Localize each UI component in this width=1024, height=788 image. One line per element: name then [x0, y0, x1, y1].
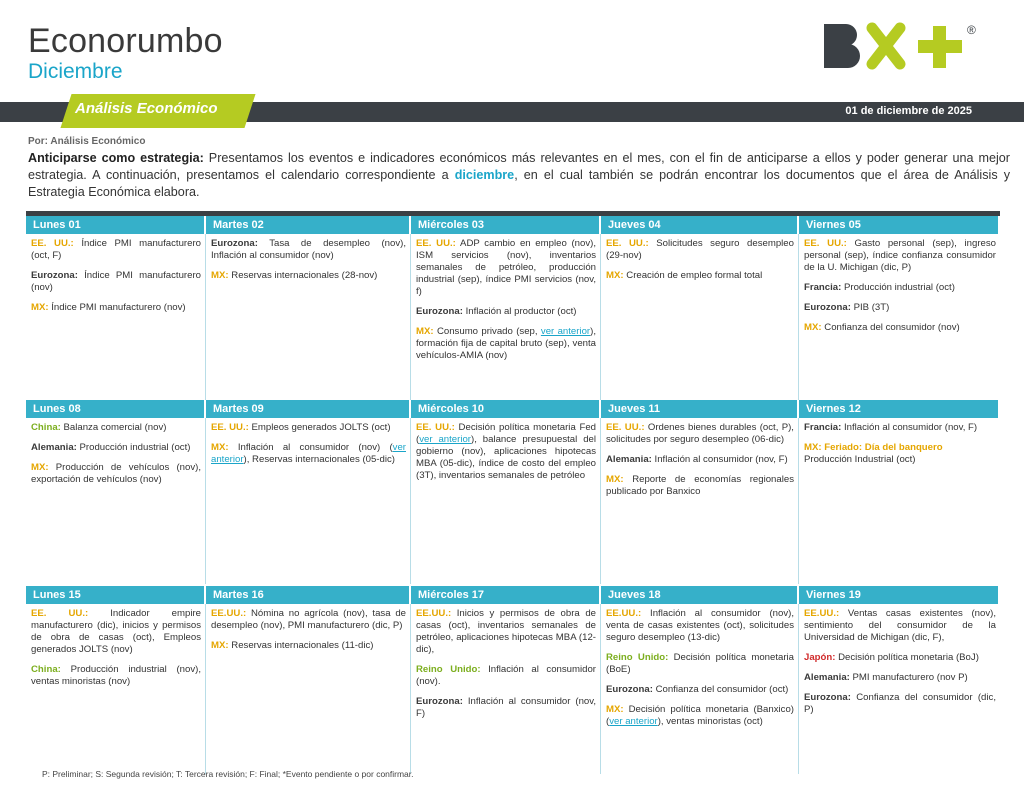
- event-text: Gasto personal (sep), ingreso personal (sep), índice confianza consumidor de la U. Michigan (dic, P): [804, 238, 996, 273]
- intro-lead: Anticiparse como estrategia:: [28, 151, 204, 165]
- day-header: Viernes 12: [799, 400, 1000, 418]
- event-region: MX:: [804, 322, 822, 333]
- event-region: MX:: [31, 462, 49, 473]
- event-region: MX:: [211, 270, 229, 281]
- event-text: Decisión política monetaria Fed (: [416, 422, 596, 445]
- event-region: MX: Feriado: Día del banquero: [804, 442, 943, 453]
- event-text-after: ), formación fija de capital bruto (sep), venta vehículos-AMIA (nov): [416, 326, 596, 361]
- event-text: Decisión política monetaria (Banxico) (: [606, 704, 794, 727]
- event-text: PIB (3T): [850, 302, 890, 313]
- calendar-event: [31, 442, 201, 454]
- intro-paragraph: [28, 150, 1010, 201]
- event-text: ADP cambio en empleo (nov), ISM servicios (nov), inventarios semanales de petróleo, producción industrial (sep), índice PMI servicios (nov, f): [416, 238, 596, 297]
- event-text-after: ), ventas minoristas (oct): [657, 716, 763, 727]
- event-region: Alemania:: [804, 672, 850, 683]
- page-title: Econorumbo: [28, 22, 223, 60]
- event-text: Inflación al consumidor (nov, F): [416, 696, 596, 719]
- day-header: Miércoles 10: [411, 400, 601, 418]
- event-text: Creación de empleo formal total: [623, 270, 763, 281]
- event-text: Confianza del consumidor (nov): [821, 322, 960, 333]
- calendar-event: [804, 238, 996, 274]
- calendar-event: [211, 270, 406, 282]
- event-region: Eurozona:: [416, 696, 463, 707]
- event-text: Producción Industrial (oct): [804, 454, 916, 465]
- calendar-event: [804, 652, 996, 664]
- event-region: MX:: [416, 326, 434, 337]
- day-cell: [799, 234, 1000, 414]
- event-text: Balanza comercial (nov): [60, 422, 167, 433]
- day-header: Viernes 05: [799, 216, 1000, 234]
- event-text: Reservas internacionales (11-dic): [228, 640, 374, 651]
- event-text: Producción industrial (oct): [76, 442, 191, 453]
- calendar-event: [606, 454, 794, 466]
- event-text: Ventas casas existentes (nov), sentimiento del consumidor de la Universidad de Michigan (dic, F),: [804, 608, 996, 643]
- page-subtitle: Diciembre: [28, 60, 123, 83]
- event-region: Eurozona:: [804, 692, 851, 703]
- event-text-after: ), balance presupuestal del gobierno (nov), aplicaciones hipotecas MBA (05-dic), índice de costo del empleo (3T), inventarios semanales de petróleo: [416, 434, 596, 481]
- event-text: Índice PMI manufacturero (nov): [48, 302, 186, 313]
- calendar-event: [31, 238, 201, 262]
- calendar-event: [804, 672, 996, 684]
- event-text: Inflación al productor (oct): [462, 306, 577, 317]
- event-region: EE.UU.:: [416, 608, 452, 619]
- footnote: P: Preliminar; S: Segunda revisión; T: Tercera revisión; F: Final; *Evento pendiente o por confirmar.: [42, 769, 414, 779]
- event-region: EE.UU.:: [211, 608, 247, 619]
- calendar-event: [211, 442, 406, 466]
- event-text: Inflación al consumidor (nov).: [416, 664, 597, 687]
- event-region: EE. UU.:: [804, 238, 847, 249]
- event-region: MX:: [211, 640, 229, 651]
- event-text: Producción industrial (oct): [841, 282, 955, 293]
- event-text: Tasa de desempleo (nov), Inflación al consumidor (nov): [211, 238, 406, 261]
- event-region: EE.UU.:: [804, 608, 840, 619]
- event-text: Empleos generados JOLTS (oct): [248, 422, 391, 433]
- event-region: EE. UU.:: [211, 422, 249, 433]
- event-region: Reino Unido:: [416, 664, 481, 675]
- byline: Por: Análisis Económico: [28, 136, 146, 147]
- bx-plus-logo: [822, 18, 982, 74]
- day-header: Lunes 15: [26, 586, 206, 604]
- day-header: Viernes 19: [799, 586, 1000, 604]
- event-text: Nómina no agrícola (nov), tasa de desempleo (nov), PMI manufacturero (dic, P): [211, 608, 406, 631]
- event-text: Confianza del consumidor (dic, P): [804, 692, 996, 715]
- calendar-event: [416, 306, 596, 318]
- week-header: [26, 586, 1000, 604]
- calendar-event: [416, 696, 596, 720]
- calendar-event: [211, 422, 406, 434]
- event-text: Inflación al consumidor (nov) (: [228, 442, 393, 453]
- week-row: [26, 586, 1000, 774]
- event-region: EE.UU.:: [606, 608, 642, 619]
- event-text: Consumo privado (sep,: [433, 326, 541, 337]
- event-region: China:: [31, 422, 61, 433]
- event-region: MX:: [606, 474, 624, 485]
- event-region: MX:: [606, 704, 624, 715]
- day-header: Lunes 08: [26, 400, 206, 418]
- event-region: EE. UU.:: [31, 238, 74, 249]
- day-header: Jueves 18: [601, 586, 799, 604]
- event-text: Reservas internacionales (28-nov): [228, 270, 378, 281]
- event-region: Eurozona:: [416, 306, 463, 317]
- event-text: Inflación al consumidor (nov), venta de casas existentes (oct), solicitudes seguro desempleo (13-dic): [606, 608, 794, 643]
- ver-anterior-link[interactable]: ver anterior: [609, 716, 658, 727]
- calendar-event: [31, 462, 201, 486]
- calendar-event: [606, 474, 794, 498]
- day-cell: [601, 418, 799, 584]
- event-text: Reporte de economías regionales publicado por Banxico: [606, 474, 794, 497]
- day-cell: [206, 234, 411, 414]
- report-date: 01 de diciembre de 2025: [845, 105, 972, 117]
- event-text: Solicitudes seguro desempleo (29-nov): [606, 238, 794, 261]
- day-header: Miércoles 03: [411, 216, 601, 234]
- event-region: EE. UU.:: [416, 238, 456, 249]
- calendar-event: [606, 270, 794, 282]
- calendar-event: [31, 608, 201, 656]
- event-text: Inicios y permisos de obra de casas (oct), inventarios semanales de petróleo, aplicaciones hipotecas MBA (12-dic),: [416, 608, 596, 655]
- week-row: [26, 216, 1000, 414]
- day-cell: [206, 418, 411, 584]
- calendar-event: [804, 422, 996, 434]
- event-region: EE. UU.:: [606, 422, 645, 433]
- day-header: Martes 09: [206, 400, 411, 418]
- calendar-event: [31, 422, 201, 434]
- event-text: Producción industrial (nov), ventas minoristas (nov): [31, 664, 201, 687]
- day-cell: [411, 234, 601, 414]
- calendar-event: [804, 302, 996, 314]
- event-text: Índice PMI manufacturero (nov): [31, 270, 201, 293]
- calendar-event: [606, 422, 794, 446]
- event-text: Decisión política monetaria (BoJ): [835, 652, 979, 663]
- calendar-event: [416, 326, 596, 362]
- calendar-event: [804, 442, 996, 466]
- calendar-event: [606, 684, 794, 696]
- event-region: Alemania:: [606, 454, 652, 465]
- week-header: [26, 400, 1000, 418]
- calendar-event: [606, 608, 794, 644]
- day-cell: [26, 234, 206, 414]
- event-region: China:: [31, 664, 61, 675]
- event-text-after: ), Reservas internacionales (05-dic): [243, 454, 395, 465]
- calendar-event: [606, 704, 794, 728]
- event-text: Inflación al consumidor (nov, F): [841, 422, 978, 433]
- day-cell: [411, 604, 601, 774]
- calendar-event: [31, 664, 201, 688]
- day-header: Jueves 11: [601, 400, 799, 418]
- calendar-event: [211, 608, 406, 632]
- day-cell: [206, 604, 411, 774]
- event-region: Eurozona:: [606, 684, 653, 695]
- day-header: Martes 16: [206, 586, 411, 604]
- event-region: Francia:: [804, 422, 842, 433]
- calendar-event: [211, 640, 406, 652]
- event-region: MX:: [606, 270, 624, 281]
- day-header: Martes 02: [206, 216, 411, 234]
- day-header: Miércoles 17: [411, 586, 601, 604]
- calendar-event: [31, 270, 201, 294]
- calendar-event: [416, 422, 596, 482]
- event-region: Reino Unido:: [606, 652, 669, 663]
- day-cell: [411, 418, 601, 584]
- calendar-event: [31, 302, 201, 314]
- event-region: Eurozona:: [31, 270, 78, 281]
- day-cell: [601, 234, 799, 414]
- calendar-event: [416, 238, 596, 298]
- event-text: Producción de vehículos (nov), exportación de vehículos (nov): [31, 462, 201, 485]
- intro-text-2: , en el cual también se podrán encontrar los documentos que el área de Análisis y Estrategia Económica elabora.: [28, 168, 1010, 199]
- event-text: Inflación al consumidor (nov, F): [651, 454, 788, 465]
- calendar-event: [416, 608, 596, 656]
- event-region: Alemania:: [31, 442, 77, 453]
- intro-month-highlight: diciembre: [454, 168, 515, 182]
- event-text: Confianza del consumidor (oct): [652, 684, 789, 695]
- calendar-event: [804, 692, 996, 716]
- intro-text-1: Presentamos los eventos e indicadores económicos más relevantes en el mes, con el fin de anticiparse a ellos y poder generar una mejor estrategia. A continuación, presentamos el calendario correspondiente a: [28, 151, 1010, 182]
- event-region: EE. UU.:: [31, 608, 89, 619]
- ver-anterior-link[interactable]: ver anterior: [419, 434, 471, 445]
- calendar-event: [606, 238, 794, 262]
- event-text: Índice PMI manufacturero (oct, F): [31, 238, 201, 261]
- day-header: Lunes 01: [26, 216, 206, 234]
- day-cell: [26, 604, 206, 774]
- calendar-event: [804, 322, 996, 334]
- week-header: [26, 216, 1000, 234]
- week-row: [26, 400, 1000, 584]
- day-cell: [601, 604, 799, 774]
- calendar-event: [804, 608, 996, 644]
- event-region: EE. UU.:: [606, 238, 649, 249]
- event-region: Francia:: [804, 282, 842, 293]
- event-region: EE. UU.:: [416, 422, 455, 433]
- event-text: Decisión política monetaria (BoE): [606, 652, 794, 675]
- calendar-event: [606, 652, 794, 676]
- ver-anterior-link[interactable]: ver anterior: [540, 326, 591, 337]
- event-text: PMI manufacturero (nov P): [849, 672, 968, 683]
- event-region: Eurozona:: [211, 238, 258, 249]
- day-cell: [799, 604, 1000, 774]
- day-header: Jueves 04: [601, 216, 799, 234]
- calendar-event: [804, 282, 996, 294]
- day-cell: [799, 418, 1000, 584]
- event-text: Ordenes bienes durables (oct, P), solicitudes por seguro desempleo (06-dic): [606, 422, 794, 445]
- svg-text:®: ®: [967, 23, 976, 37]
- event-region: MX:: [31, 302, 49, 313]
- event-region: Eurozona:: [804, 302, 851, 313]
- calendar-event: [416, 664, 596, 688]
- section-label: Análisis Económico: [75, 100, 218, 117]
- event-region: MX:: [211, 442, 229, 453]
- ver-anterior-link[interactable]: ver anterior: [211, 442, 406, 465]
- day-cell: [26, 418, 206, 584]
- calendar-event: [211, 238, 406, 262]
- event-text: Indicador empire manufacturero (dic), inicios y permisos de obra de casas (oct), Empleos generados JOLTS (nov): [31, 608, 201, 655]
- event-region: Japón:: [804, 652, 836, 663]
